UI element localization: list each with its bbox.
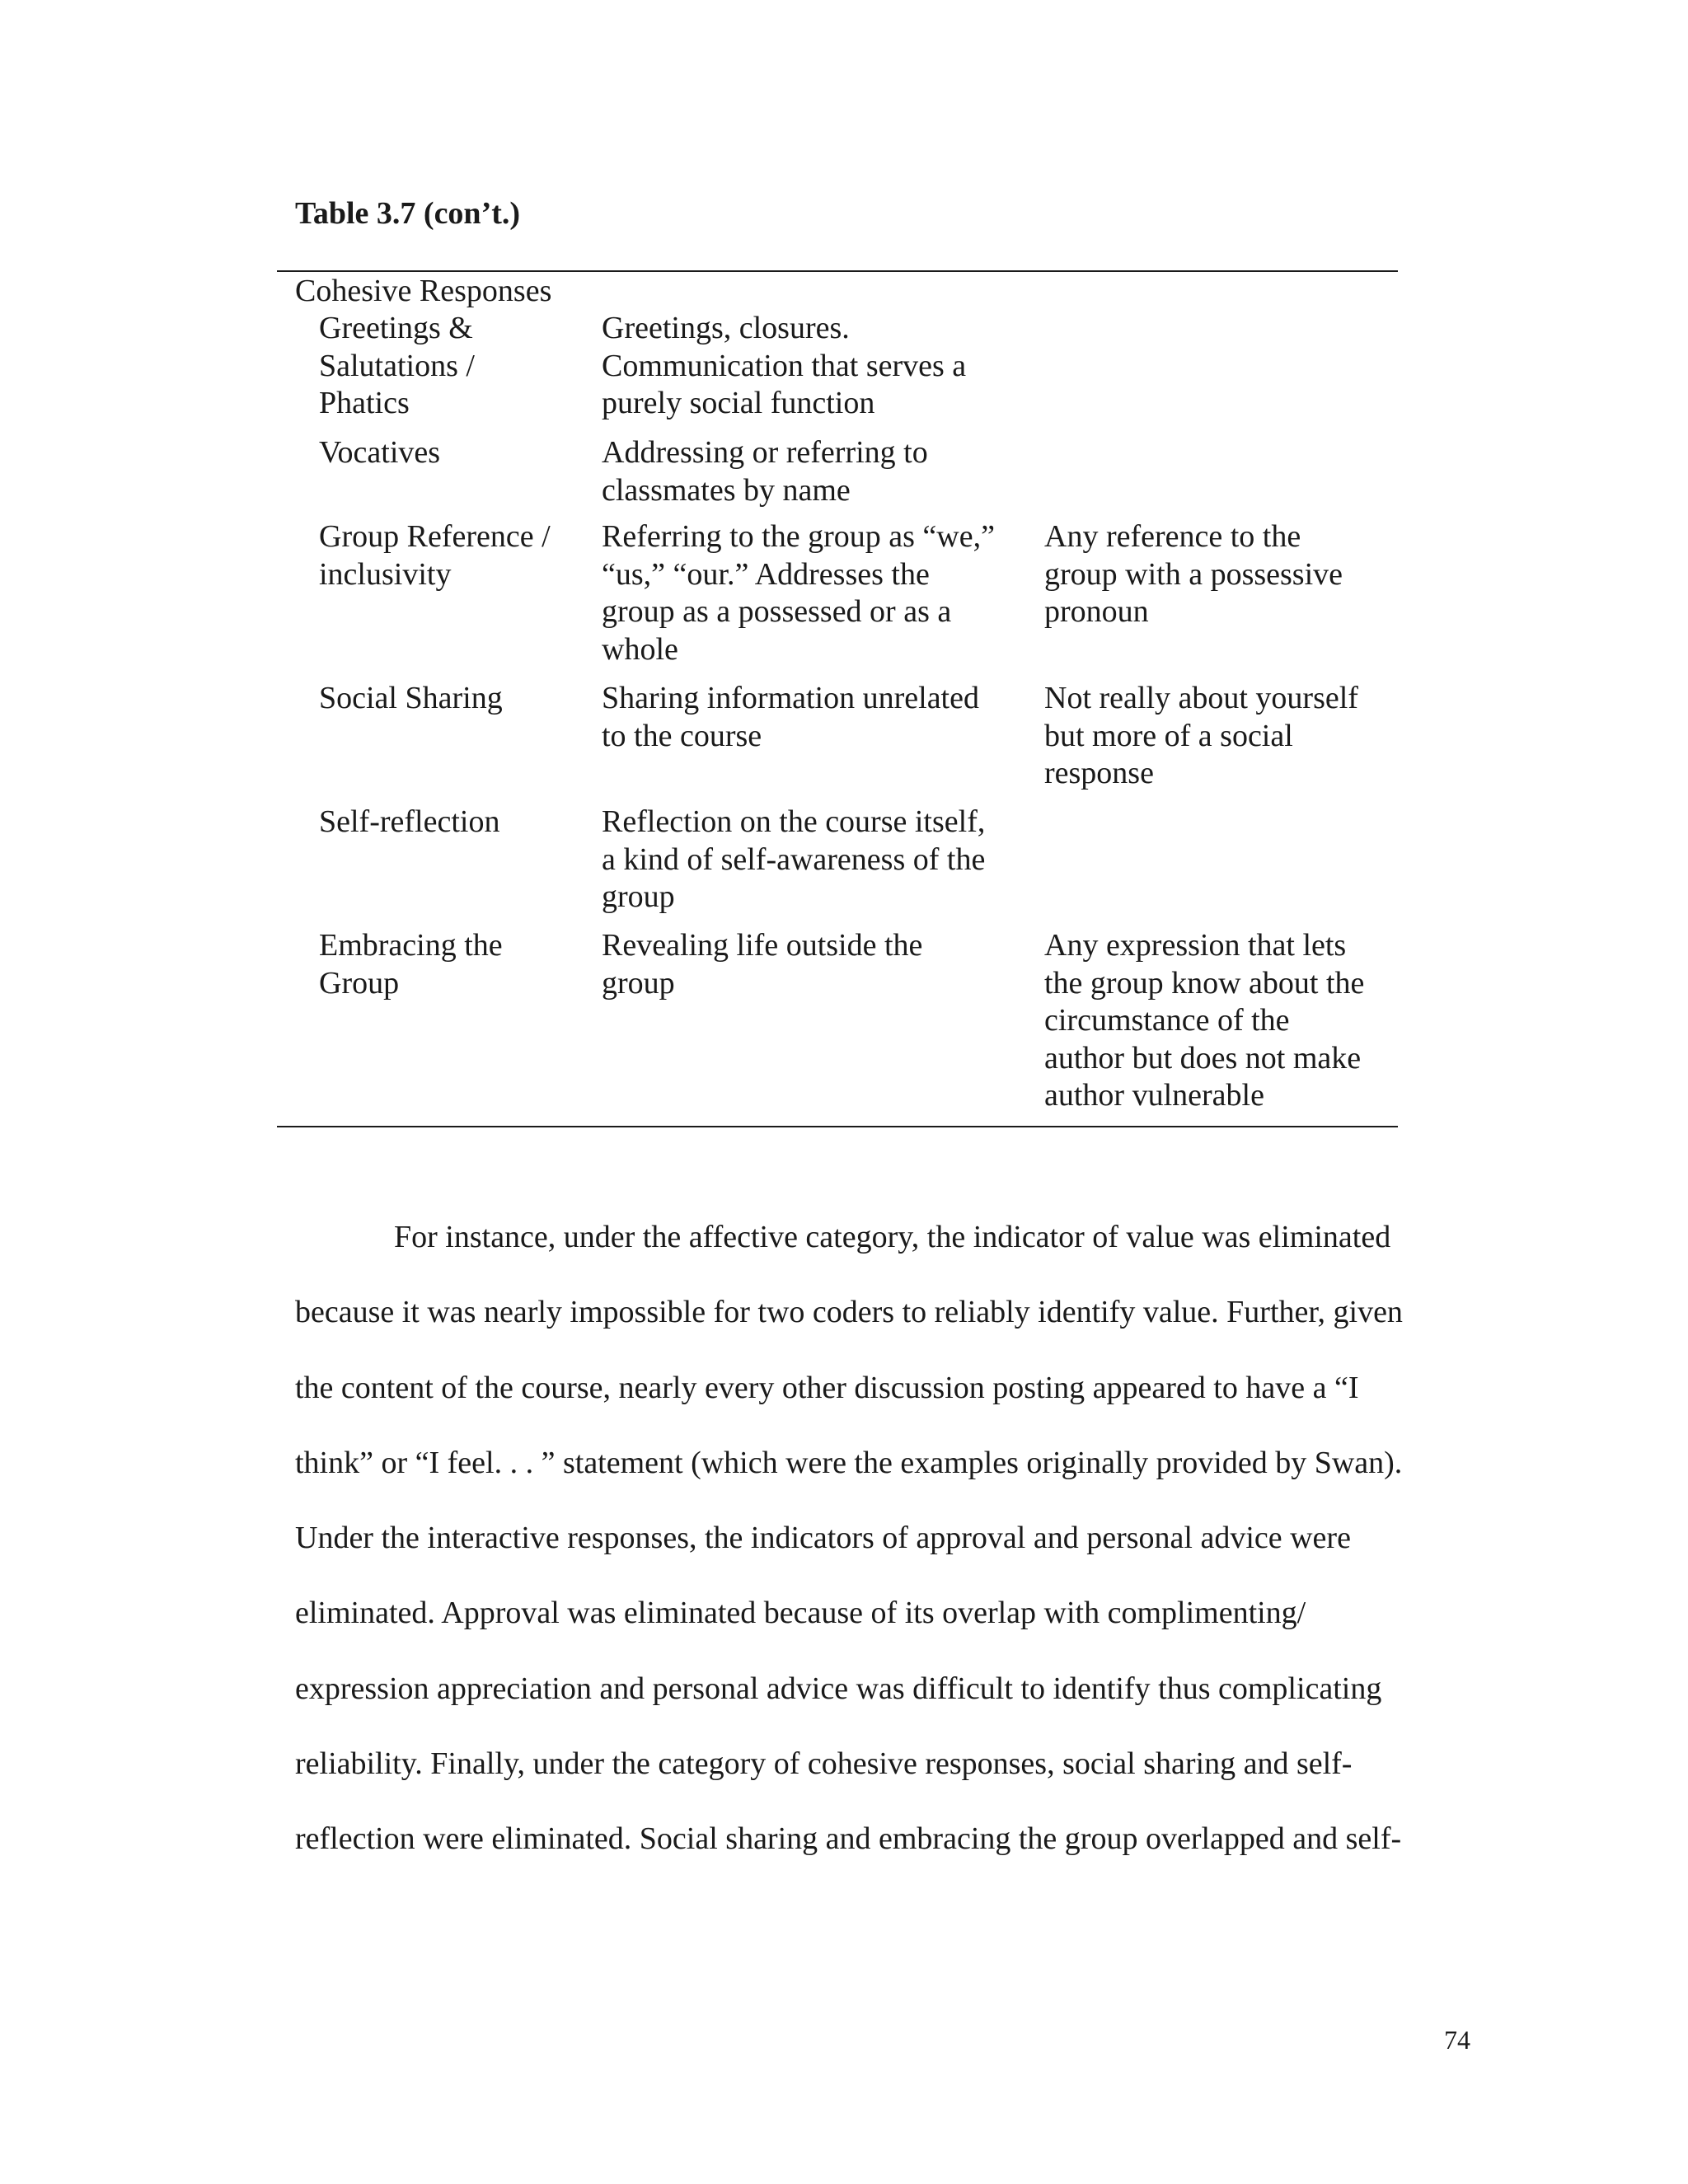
example-cell-line: group with a possessive: [1044, 556, 1343, 592]
definition-cell-line: a kind of self-awareness of the: [602, 841, 986, 877]
example-cell-line: author vulnerable: [1044, 1078, 1264, 1113]
definition-cell-line: whole: [602, 631, 678, 667]
example-cell-line: Not really about yourself: [1044, 681, 1358, 715]
indicator-cell-line: Embracing the: [319, 928, 503, 963]
definition-cell: [602, 310, 1039, 423]
body-line: For instance, under the affective category, the indicator of value was eliminated: [394, 1220, 1391, 1254]
page-number: 74: [1444, 2025, 1470, 2055]
indicator-cell-line: Salutations /: [319, 348, 475, 383]
indicator-cell: [319, 518, 591, 593]
table-title: Table 3.7 (con’t.): [295, 196, 521, 231]
body-line: reliability. Finally, under the category of cohesive responses, social sharing and self-: [295, 1746, 1353, 1782]
definition-cell-line: Referring to the group as “we,”: [602, 519, 995, 554]
indicator-cell-line: Group Reference /: [319, 519, 551, 554]
indicator-cell-line: Phatics: [319, 386, 410, 420]
definition-cell-line: classmates by name: [602, 472, 851, 508]
body-paragraph: [295, 1200, 1449, 1877]
table-bottom-rule: [277, 1126, 1398, 1127]
definition-cell-line: group: [602, 965, 675, 1001]
definition-cell: [602, 680, 1039, 755]
definition-cell: [602, 804, 1039, 916]
indicator-cell-line: inclusivity: [319, 556, 452, 592]
indicator-cell-line: Social Sharing: [319, 681, 503, 715]
definition-cell-line: group as a possessed or as a: [602, 594, 952, 629]
indicator-cell-line: Greetings &: [319, 311, 473, 345]
example-cell-line: author but does not make: [1044, 1040, 1362, 1076]
indicator-cell: [319, 310, 591, 423]
example-cell-line: Any reference to the: [1044, 519, 1301, 554]
indicator-cell-line: Group: [319, 965, 400, 1001]
indicator-cell: [319, 434, 591, 472]
definition-cell: [602, 434, 1039, 509]
table-top-rule: [277, 270, 1398, 272]
definition-cell-line: Greetings, closures.: [602, 311, 850, 345]
body-line: expression appreciation and personal advice was difficult to identify thus complicating: [295, 1671, 1382, 1706]
example-cell-line: Any expression that lets: [1044, 928, 1347, 963]
body-line: reflection were eliminated. Social sharing and embracing the group overlapped and self-: [295, 1821, 1402, 1857]
body-line: the content of the course, nearly every other discussion posting appeared to have a “I: [295, 1370, 1359, 1405]
definition-cell: [602, 518, 1039, 668]
indicator-cell: [319, 804, 591, 841]
indicator-cell: [319, 680, 591, 718]
example-cell-line: the group know about the: [1044, 965, 1365, 1001]
definition-cell: [602, 927, 1039, 1002]
indicator-cell: [319, 927, 591, 1002]
body-line: think” or “I feel. . . ” statement (which were the examples originally provided by Swan).: [295, 1445, 1403, 1480]
definition-cell-line: Reflection on the course itself,: [602, 804, 986, 839]
example-cell-line: pronoun: [1044, 594, 1149, 629]
indicator-cell-line: Self-reflection: [319, 804, 500, 839]
definition-cell-line: Addressing or referring to: [602, 435, 928, 470]
example-cell: [1044, 680, 1399, 793]
definition-cell-line: to the course: [602, 718, 762, 753]
example-cell-line: circumstance of the: [1044, 1003, 1290, 1038]
example-cell: [1044, 927, 1399, 1115]
body-line: because it was nearly impossible for two coders to reliably identify value. Further, given: [295, 1295, 1403, 1330]
example-cell-line: response: [1044, 756, 1154, 790]
indicator-cell-line: Vocatives: [319, 435, 441, 470]
example-cell: [1044, 518, 1399, 631]
definition-cell-line: purely social function: [602, 386, 875, 420]
definition-cell-line: group: [602, 879, 675, 914]
definition-cell-line: Revealing life outside the: [602, 928, 923, 963]
definition-cell-line: Communication that serves a: [602, 348, 967, 383]
definition-cell-line: “us,” “our.” Addresses the: [602, 556, 930, 592]
definition-cell-line: Sharing information unrelated: [602, 681, 979, 715]
body-line: Under the interactive responses, the indicators of approval and personal advice were: [295, 1521, 1351, 1556]
example-cell-line: but more of a social: [1044, 718, 1293, 753]
body-line: eliminated. Approval was eliminated because of its overlap with complimenting/: [295, 1596, 1306, 1631]
table-group-heading: Cohesive Responses: [295, 274, 552, 308]
